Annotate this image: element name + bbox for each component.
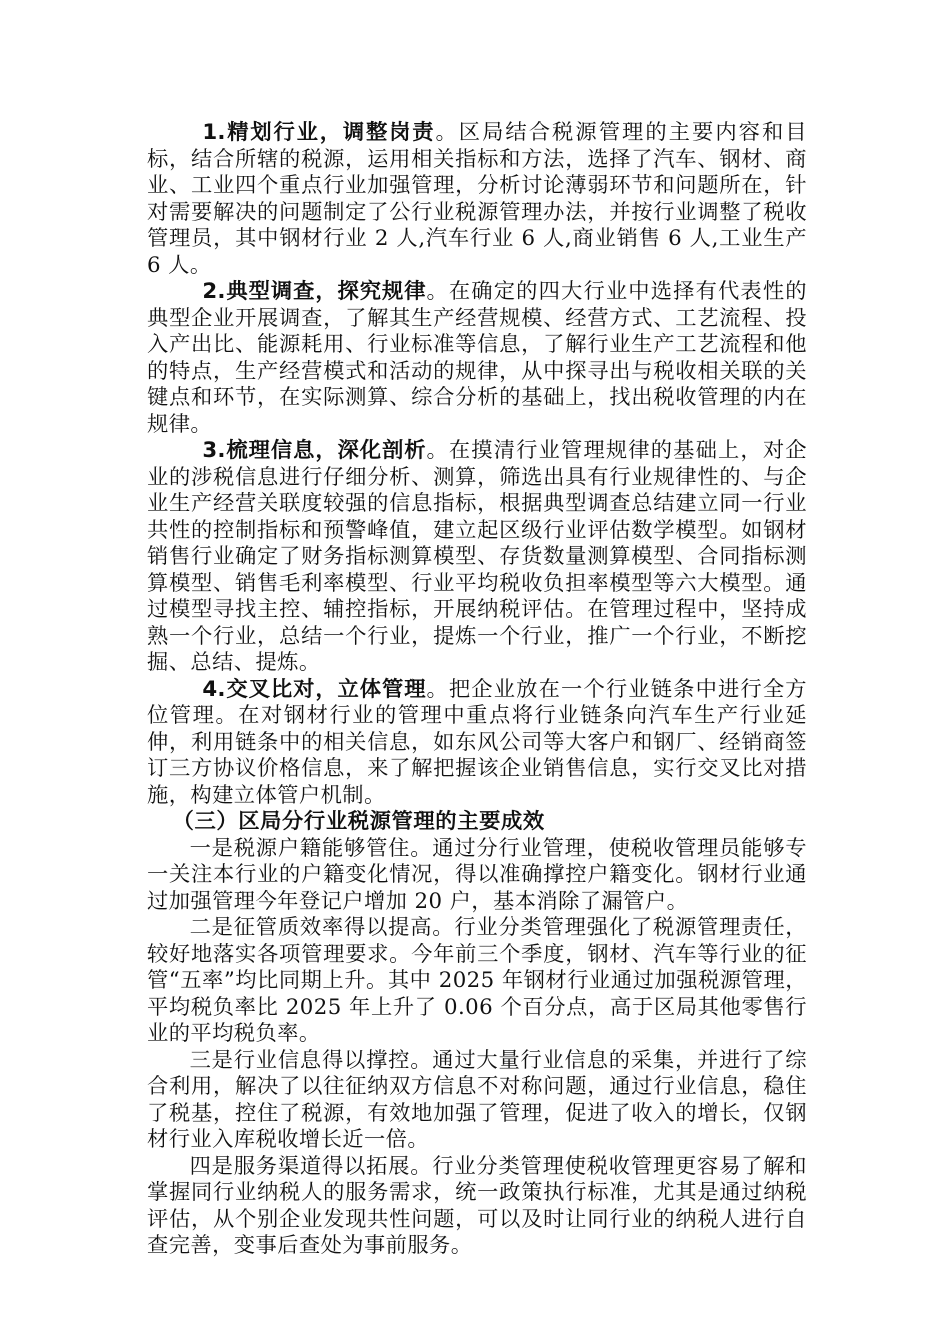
document-body: [147, 120, 807, 1260]
paragraph-text: 。在摸清行业管理规律的基础上，对企业的涉税信息进行仔细分析、测算，筛选出具有行业规律性的、与企业生产经营关联度较强的信息指标，根据典型调查总结建立同一行业共性的控制指标和预警峰值，建立起区级行业评估数学模型。如钢材销售行业确定了财务指标测算模型、存货数量测算模型、合同指标测算模型、销售毛利率模型、行业平均税收负担率模型等六大模型。通过模型寻找主控、辅控指标，开展纳税评估。在管理过程中，坚持成熟一个行业，总结一个行业，提炼一个行业，推广一个行业，不断挖掘、总结、提炼。: [147, 438, 807, 675]
paragraph-text: 。区局结合税源管理的主要内容和目标，结合所辖的税源，运用相关指标和方法，选择了汽车、钢材、商业、工业四个重点行业加强管理，分析讨论薄弱环节和问题所在，针对需要解决的问题制定了公行业税源管理办法，并按行业调整了税收管理员，其中钢材行业 2 人,汽车行业 6 人,商业销售 6 人,工业生产 6 人。: [147, 120, 807, 278]
result-paragraph-1: 一是税源户籍能够管住。通过分行业管理，使税收管理员能够专一关注本行业的户籍变化情况，得以准确撑控户籍变化。钢材行业通过加强管理今年登记户增加 20 户，基本消除了漏管户。: [147, 835, 807, 914]
paragraph-text: 。在确定的四大行业中选择有代表性的典型企业开展调查，了解其生产经营规模、经营方式、工艺流程、投入产出比、能源耗用、行业标准等信息，了解行业生产工艺流程和他的特点，生产经营模式和活动的规律，从中探寻出与税收相关联的关键点和环节，在实际测算、综合分析的基础上，找出税收管理的内在规律。: [147, 279, 807, 437]
result-paragraph-2: 二是征管质效率得以提高。行业分类管理强化了税源管理责任，较好地落实各项管理要求。今年前三个季度，钢材、汽车等行业的征管“五率”均比同期上升。其中 2025 年钢材行业通过加强税源管理，平均税负率比 2025 年上升了 0.06 个百分点，高于区局其他零售行业的平均税负率。: [147, 915, 807, 1046]
result-paragraph-3: 三是行业信息得以撑控。通过大量行业信息的采集，并进行了综合利用，解决了以往征纳双方信息不对称问题，通过行业信息，稳住了税基，控住了税源，有效地加强了管理，促进了收入的增长，仅钢材行业入库税收增长近一倍。: [147, 1047, 807, 1152]
paragraph-item-1: [147, 120, 807, 279]
paragraph-lead: 4.交叉比对，立体管理: [202, 676, 427, 702]
paragraph-item-3: [147, 438, 807, 677]
section-heading: （三）区局分行业税源管理的主要成效: [172, 809, 545, 834]
result-paragraph-4: 四是服务渠道得以拓展。行业分类管理使税收管理更容易了解和掌握同行业纳税人的服务需求，统一政策执行标准，尤其是通过纳税评估，从个别企业发现共性问题，可以及时让同行业的纳税人进行自查完善，变事后查处为事前服务。: [147, 1153, 807, 1258]
paragraph-lead: 1.精划行业，调整岗责: [202, 120, 436, 145]
paragraph-lead: 3.梳理信息，深化剖析: [202, 438, 427, 463]
paragraph-text: 。把企业放在一个行业链条中进行全方位管理。在对钢材行业的管理中重点将行业链条向汽车生产行业延伸，利用链条中的相关信息，如东风公司等大客户和钢厂、经销商签订三方协议价格信息，来了解把握该企业销售信息，实行交叉比对措施，构建立体管户机制。: [147, 676, 807, 808]
paragraph-item-2: [147, 279, 807, 438]
paragraph-lead: 2.典型调查，探究规律: [202, 279, 427, 304]
paragraph-item-4: [147, 677, 807, 810]
